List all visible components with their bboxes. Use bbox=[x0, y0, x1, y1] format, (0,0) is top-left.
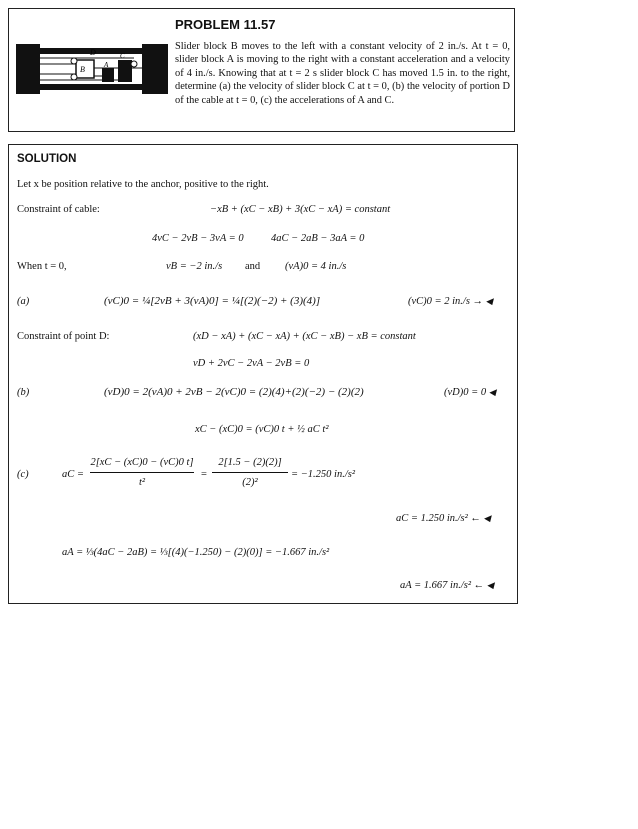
figure-label-c: C bbox=[120, 52, 125, 60]
part-c-aa-equation: aA = ⅓(4aC − 2aB) = ⅓[(4)(−1.250) − (2)(0)] = −1.667 in./s² bbox=[62, 547, 330, 558]
kinematic-equation: xC − (xC)0 = (vC)0 t + ½ aC t² bbox=[195, 424, 329, 435]
problem-statement: Slider block B moves to the left with a constant velocity of 2 in./s. At t = 0, slider block A is moving to the right with a constant acceleration and a velocity of 4 in./s. Knowing that at t = 2 s slider block C has moved 1.5 in. to the right, determine (a) the velocity of slider block C at t = 0, (b) the velocity of portion D of the cable at t = 0, (c) the accelerations of A and C. bbox=[175, 41, 510, 106]
bottom-rail bbox=[40, 84, 142, 90]
va-value: (vA)0 = 4 in./s bbox=[285, 261, 347, 272]
problem-figure bbox=[14, 38, 174, 98]
fraction2-bar bbox=[212, 472, 288, 473]
constraint-cable-equation: −xB + (xC − xB) + 3(xC − xA) = constant bbox=[210, 204, 391, 215]
answer-marker-icon: ◀ bbox=[483, 513, 491, 523]
when-label: When t = 0, bbox=[17, 261, 67, 272]
slider-block-c bbox=[118, 60, 132, 82]
part-b-answer: (vD)0 = 0 ◀ bbox=[444, 387, 496, 398]
velocity-derivative-equation: 4vC − 2vB − 3vA = 0 bbox=[152, 233, 244, 244]
part-c-ac-result: = −1.250 in./s² bbox=[291, 469, 355, 480]
constraint-d-equation: (xD − xA) + (xC − xA) + (xC − xB) − xB = constant bbox=[193, 331, 416, 342]
part-c-fraction1-numerator: 2[xC − (xC)0 − (vC)0 t] bbox=[90, 457, 194, 468]
part-b-equation: (vD)0 = 2(vA)0 + 2vB − 2(vC)0 = (2)(4)+(2)(−2) − (2)(2) bbox=[104, 386, 364, 398]
part-c-ac-answer: aC = 1.250 in./s² ← ◀ bbox=[396, 513, 491, 524]
part-a-equation: (vC)0 = ¼[2vB + 3(vA)0] = ¼[(2)(−2) + (3)(4)] bbox=[104, 295, 321, 307]
fraction1-bar bbox=[90, 472, 194, 473]
problem-title: PROBLEM 11.57 bbox=[175, 17, 276, 32]
acceleration-derivative-equation: 4aC − 2aB − 3aA = 0 bbox=[271, 233, 365, 244]
part-c-ac-lhs: aC = bbox=[62, 469, 84, 480]
part-c-aa-answer: aA = 1.667 in./s² ← ◀ bbox=[400, 580, 494, 591]
and-word: and bbox=[245, 261, 261, 272]
slider-block-b bbox=[76, 60, 94, 78]
answer-marker-icon: ◀ bbox=[488, 387, 496, 397]
solution-heading: SOLUTION bbox=[17, 153, 77, 165]
constraint-d-derivative: vD + 2vC − 2vA − 2vB = 0 bbox=[193, 358, 310, 369]
answer-marker-icon: ◀ bbox=[485, 296, 493, 306]
part-c-fraction2-numerator: 2[1.5 − (2)(2)] bbox=[218, 457, 282, 468]
figure-label-a: A bbox=[104, 61, 109, 69]
part-c-fraction2-denominator: (2)² bbox=[242, 477, 258, 488]
part-c-equals: = bbox=[201, 469, 207, 480]
constraint-d-label: Constraint of point D: bbox=[17, 331, 110, 342]
part-a-answer: (vC)0 = 2 in./s → ◀ bbox=[408, 296, 493, 307]
part-c-label: (c) bbox=[17, 469, 29, 480]
constraint-cable-label: Constraint of cable: bbox=[17, 204, 100, 215]
answer-marker-icon: ◀ bbox=[486, 580, 494, 590]
figure-label-d: D bbox=[90, 48, 96, 57]
right-wall-block bbox=[142, 44, 168, 94]
figure-label-b: B bbox=[80, 65, 85, 74]
part-b-label: (b) bbox=[17, 387, 30, 398]
solution-intro: Let x be position relative to the anchor, positive to the right. bbox=[17, 179, 269, 190]
part-c-fraction1-denominator: t² bbox=[138, 477, 146, 488]
left-wall-block bbox=[16, 44, 40, 94]
part-a-label: (a) bbox=[17, 296, 30, 307]
vb-value: vB = −2 in./s bbox=[166, 261, 223, 272]
